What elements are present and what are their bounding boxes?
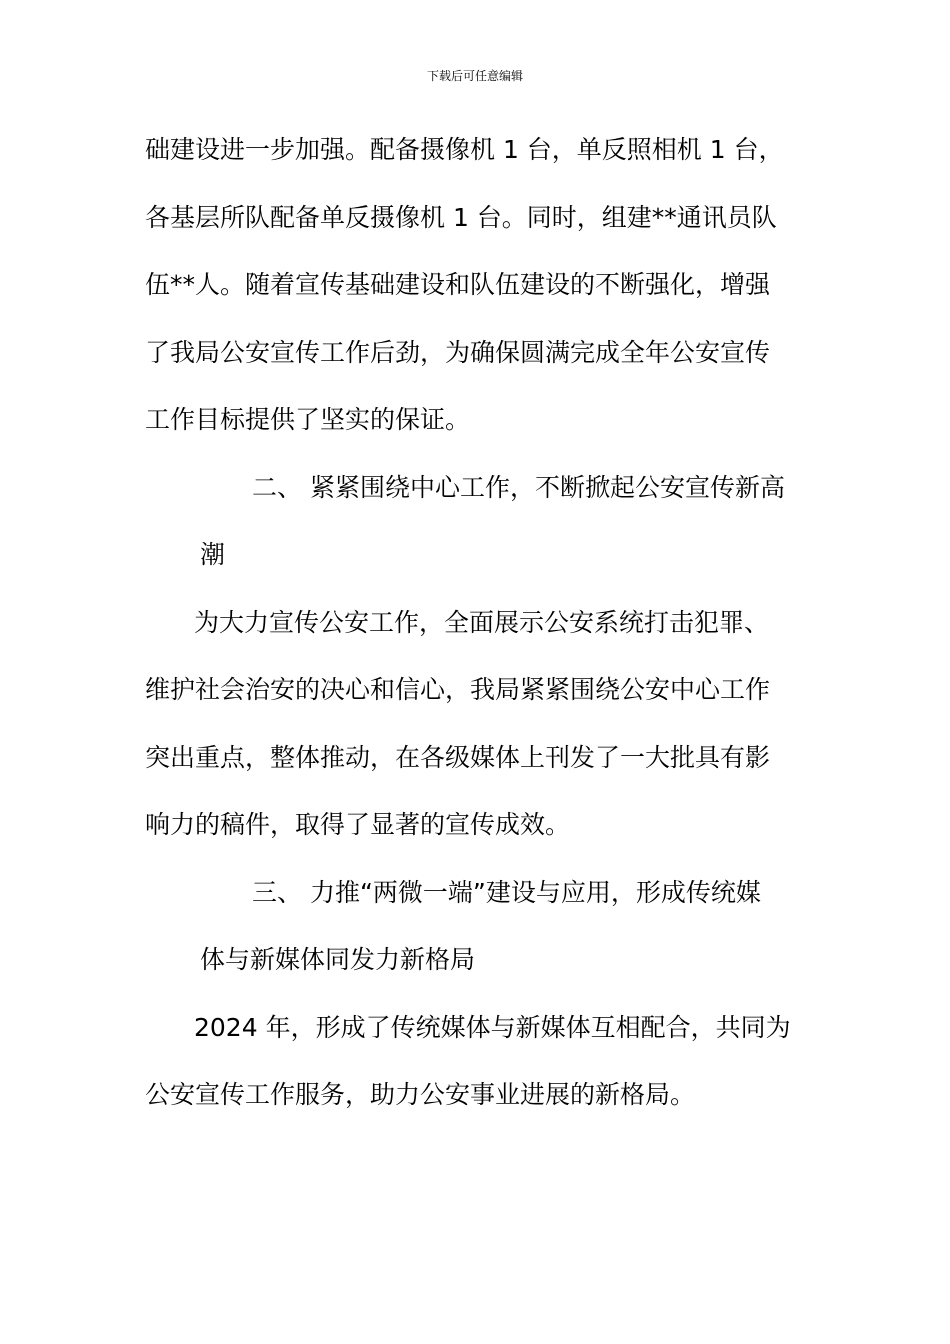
paragraph-line: 各基层所队配备单反摄像机 1 台。同时，组建**通讯员队 [145,203,777,232]
section-heading-3: 三、 力推“两微一端”建设与应用，形成传统媒 [252,878,761,907]
paragraph-line: 突出重点，整体推动，在各级媒体上刊发了一大批具有影 [145,743,771,772]
paragraph-line: 伍**人。随着宣传基础建设和队伍建设的不断强化，增强 [145,270,771,299]
paragraph-line: 响力的稿件，取得了显著的宣传成效。 [145,810,571,839]
section-heading-2: 二、 紧紧围绕中心工作，不断掀起公安宣传新高 [252,473,785,502]
section-heading-3-continued: 体与新媒体同发力新格局 [200,945,476,974]
paragraph-line: 为大力宣传公安工作，全面展示公安系统打击犯罪、 [194,608,770,637]
paragraph-line: 公安宣传工作服务，助力公安事业进展的新格局。 [145,1080,696,1109]
paragraph-line: 工作目标提供了坚实的保证。 [145,405,471,434]
paragraph-line: 2024 年，形成了传统媒体与新媒体互相配合，共同为 [194,1013,791,1042]
section-heading-2-continued: 潮 [200,540,226,569]
page-header: 下载后可任意编辑 [426,69,523,83]
paragraph-line: 了我局公安宣传工作后劲，为确保圆满完成全年公安宣传 [145,338,771,367]
paragraph-line: 础建设进一步加强。配备摄像机 1 台，单反照相机 1 台， [145,135,784,164]
paragraph-line: 维护社会治安的决心和信心，我局紧紧围绕公安中心工作 [145,675,771,704]
